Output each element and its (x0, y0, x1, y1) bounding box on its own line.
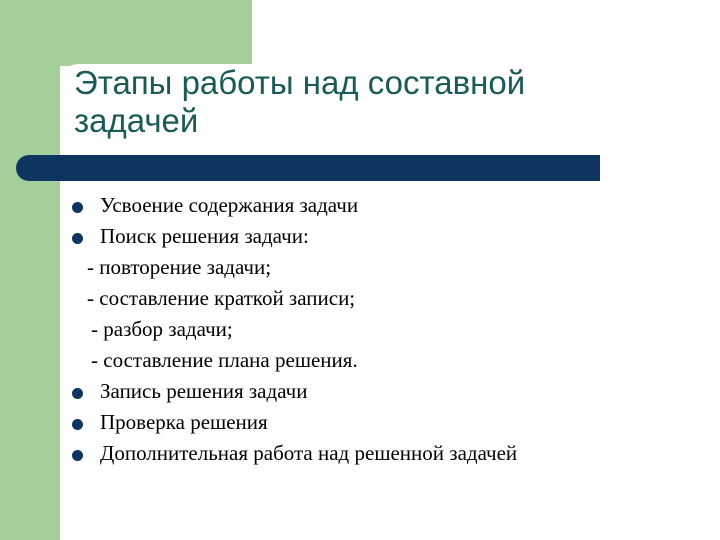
title-divider-bar (16, 155, 600, 181)
list-item (70, 190, 517, 221)
slide-title-line-1: Этапы работы над составной (74, 64, 526, 101)
list-item-text: Запись решения задачи (100, 379, 308, 403)
sub-list-item-text: - составление краткой записи; (87, 286, 356, 310)
list-item-text: Усвоение содержания задачи (100, 193, 359, 217)
green-side-band (0, 0, 60, 540)
bullet-icon (72, 233, 83, 244)
slide-title (74, 64, 614, 140)
sub-list-item (70, 345, 517, 376)
list-item-text: Дополнительная работа над решенной задачей (100, 441, 518, 465)
bullet-icon (72, 450, 83, 461)
list-item (70, 221, 517, 252)
list-item-text: Поиск решения задачи: (100, 224, 309, 248)
sub-list-item (70, 252, 517, 283)
green-top-block (0, 0, 252, 66)
bullet-icon (72, 388, 83, 399)
bullet-icon (72, 419, 83, 430)
stages-list (70, 190, 517, 469)
list-item (70, 407, 517, 438)
slide-title-line-2: задачей (74, 102, 199, 139)
bullet-icon (72, 202, 83, 213)
sub-list-item-text: - повторение задачи; (87, 255, 272, 279)
list-item-text: Проверка решения (100, 410, 268, 434)
sub-list-item (70, 314, 517, 345)
list-item (70, 438, 517, 469)
sub-list-item (70, 283, 517, 314)
sub-list-item-text: - составление плана решения. (91, 348, 358, 372)
list-item (70, 376, 517, 407)
sub-list-item-text: - разбор задачи; (91, 317, 233, 341)
